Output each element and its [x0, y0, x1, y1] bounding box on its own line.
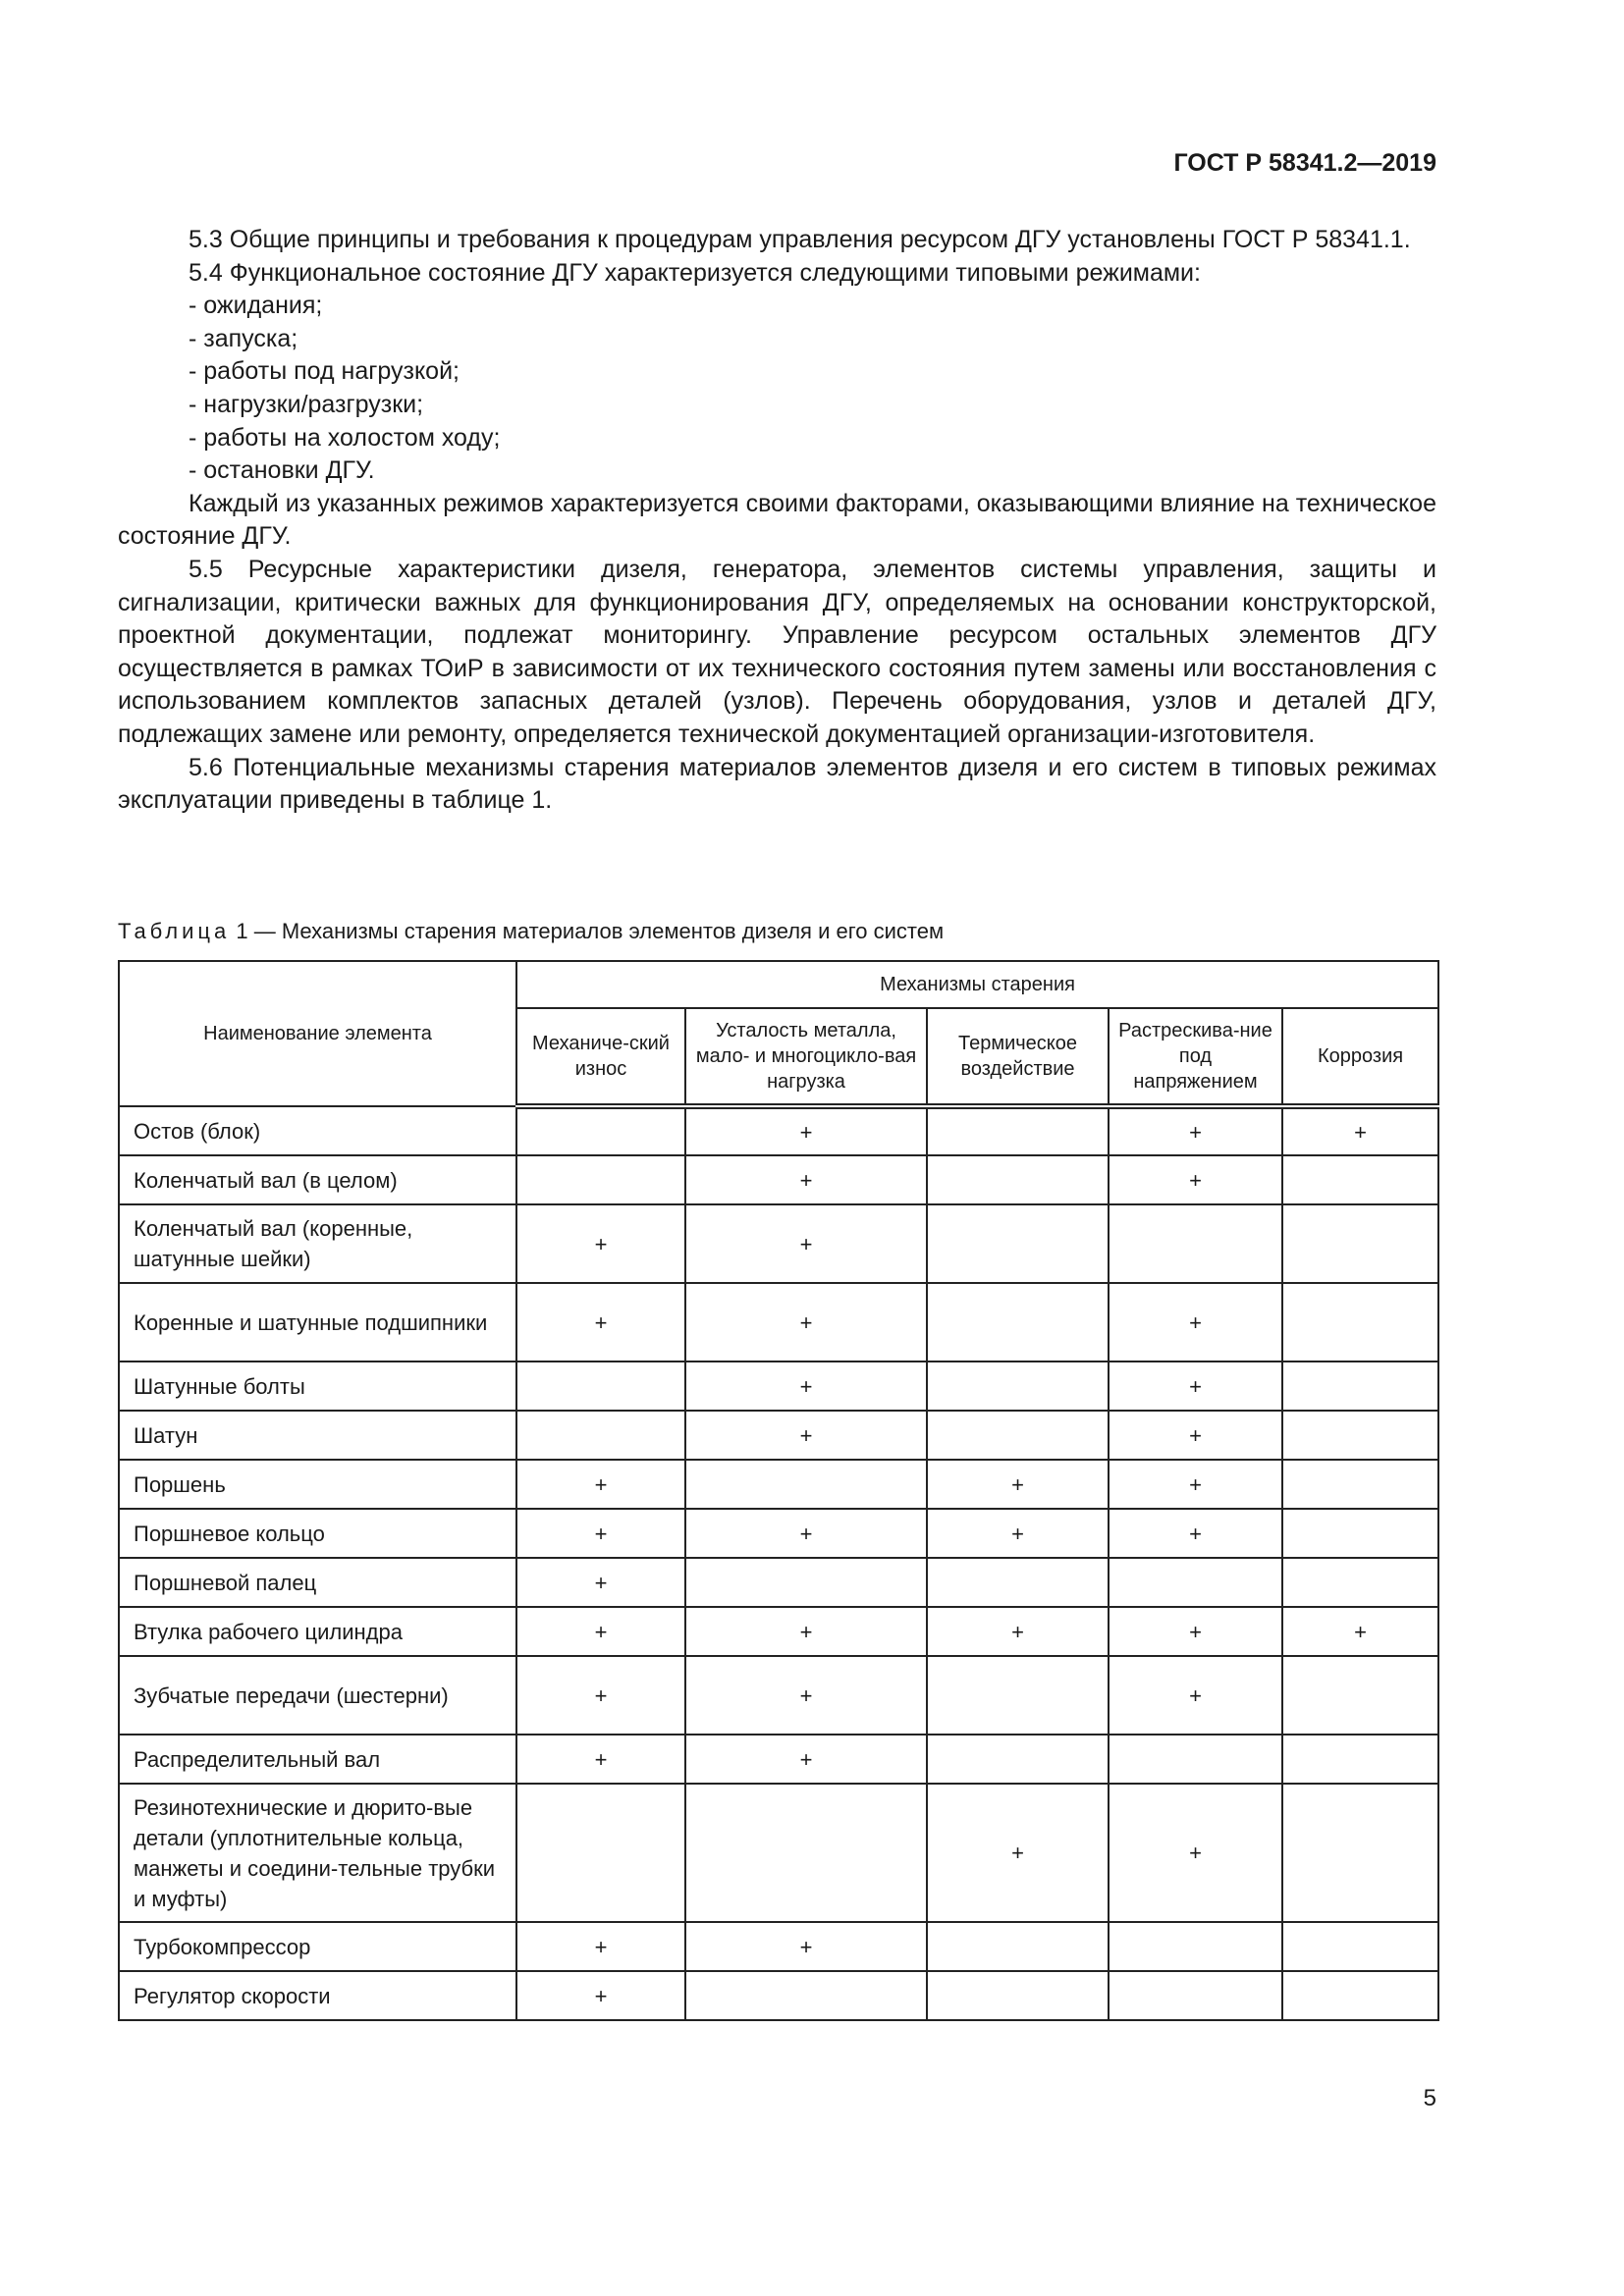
mark-cell: +	[685, 1509, 927, 1558]
caption-title: 1 — Механизмы старения материалов элементов дизеля и его систем	[230, 919, 945, 943]
mark-cell: +	[516, 1204, 685, 1283]
mark-cell: +	[685, 1106, 927, 1155]
element-name: Поршень	[119, 1460, 516, 1509]
paragraph: - остановки ДГУ.	[189, 456, 375, 485]
mark-cell	[1282, 1362, 1438, 1411]
column-header: Термическое воздействие	[927, 1008, 1109, 1106]
mark-cell: +	[927, 1607, 1109, 1656]
mark-cell	[927, 1922, 1109, 1971]
column-header: Механиче-ский износ	[516, 1008, 685, 1106]
mark-cell	[927, 1283, 1109, 1362]
mark-cell	[1109, 1971, 1282, 2020]
element-name: Коленчатый вал (в целом)	[119, 1155, 516, 1204]
element-name: Турбокомпрессор	[119, 1922, 516, 1971]
mark-cell	[927, 1735, 1109, 1784]
page-number: 5	[1423, 2085, 1436, 2111]
mark-cell	[1282, 1283, 1438, 1362]
column-header-element: Наименование элемента	[119, 961, 516, 1106]
mark-cell	[1282, 1971, 1438, 2020]
mark-cell	[516, 1784, 685, 1922]
paragraph: - работы на холостом ходу;	[189, 423, 501, 452]
document-header: ГОСТ Р 58341.2—2019	[1173, 149, 1436, 177]
mark-cell: +	[1282, 1607, 1438, 1656]
mark-cell: +	[1282, 1106, 1438, 1155]
mark-cell: +	[1109, 1106, 1282, 1155]
mark-cell	[927, 1971, 1109, 2020]
mark-cell: +	[685, 1411, 927, 1460]
mark-cell	[685, 1971, 927, 2020]
table-row	[119, 1460, 1438, 1509]
element-name: Регулятор скорости	[119, 1971, 516, 2020]
body-text	[118, 224, 1436, 818]
paragraph: - работы под нагрузкой;	[189, 357, 460, 386]
mark-cell	[516, 1362, 685, 1411]
mark-cell: +	[516, 1607, 685, 1656]
mark-cell	[1282, 1411, 1438, 1460]
mark-cell	[1109, 1204, 1282, 1283]
element-name: Втулка рабочего цилиндра	[119, 1607, 516, 1656]
mark-cell	[516, 1155, 685, 1204]
table-row	[119, 1971, 1438, 2020]
table-row	[119, 1362, 1438, 1411]
table-row	[119, 1784, 1438, 1922]
caption-label: Таблица	[118, 919, 231, 943]
mark-cell: +	[516, 1558, 685, 1607]
table-row	[119, 1656, 1438, 1735]
mark-cell: +	[516, 1735, 685, 1784]
mark-cell: +	[1109, 1656, 1282, 1735]
element-name: Поршневое кольцо	[119, 1509, 516, 1558]
mark-cell	[516, 1411, 685, 1460]
mark-cell	[927, 1204, 1109, 1283]
mark-cell: +	[516, 1656, 685, 1735]
mark-cell	[1282, 1155, 1438, 1204]
mark-cell	[927, 1411, 1109, 1460]
paragraph: - запуска;	[189, 324, 298, 352]
paragraph: Каждый из указанных режимов характеризуется своими факторами, оказывающими влияние на техническое состояние ДГУ.	[118, 489, 1436, 551]
mark-cell: +	[1109, 1411, 1282, 1460]
mark-cell: +	[516, 1509, 685, 1558]
mark-cell: +	[1109, 1362, 1282, 1411]
paragraph: 5.4 Функциональное состояние ДГУ характеризуется следующими типовыми режимами:	[189, 258, 1201, 287]
mark-cell	[1109, 1558, 1282, 1607]
table-row	[119, 1558, 1438, 1607]
table-row	[119, 1106, 1438, 1155]
mark-cell	[1282, 1509, 1438, 1558]
mark-cell	[927, 1656, 1109, 1735]
mark-cell: +	[685, 1155, 927, 1204]
mark-cell	[1282, 1558, 1438, 1607]
mark-cell	[927, 1362, 1109, 1411]
paragraph: - нагрузки/разгрузки;	[189, 390, 424, 418]
element-name: Резинотехнические и дюрито-вые детали (уплотнительные кольца, манжеты и соедини-тельные трубки и муфты)	[119, 1784, 516, 1922]
mark-cell	[1282, 1460, 1438, 1509]
mark-cell	[685, 1558, 927, 1607]
mark-cell	[927, 1106, 1109, 1155]
paragraph: - ожидания;	[189, 292, 323, 320]
mark-cell: +	[685, 1283, 927, 1362]
mark-cell	[1282, 1784, 1438, 1922]
aging-mechanisms-table	[118, 960, 1439, 2021]
mark-cell	[1109, 1922, 1282, 1971]
mark-cell	[1282, 1204, 1438, 1283]
mark-cell	[516, 1106, 685, 1155]
mark-cell: +	[685, 1204, 927, 1283]
mark-cell	[1282, 1735, 1438, 1784]
table-row	[119, 1283, 1438, 1362]
table-row	[119, 1204, 1438, 1283]
mark-cell: +	[927, 1509, 1109, 1558]
element-name: Коленчатый вал (коренные, шатунные шейки)	[119, 1204, 516, 1283]
paragraph: 5.6 Потенциальные механизмы старения материалов элементов дизеля и его систем в типовых режимах эксплуатации приведены в таблице 1.	[118, 753, 1436, 815]
mark-cell: +	[1109, 1460, 1282, 1509]
table-caption	[118, 919, 944, 944]
mark-cell	[685, 1460, 927, 1509]
mark-cell	[1282, 1922, 1438, 1971]
table-row	[119, 1509, 1438, 1558]
element-name: Поршневой палец	[119, 1558, 516, 1607]
table-row	[119, 1922, 1438, 1971]
mark-cell: +	[1109, 1509, 1282, 1558]
mark-cell: +	[685, 1362, 927, 1411]
paragraph: 5.3 Общие принципы и требования к процедурам управления ресурсом ДГУ установлены ГОСТ Р 58341.1.	[189, 226, 1411, 253]
mark-cell	[1109, 1735, 1282, 1784]
mark-cell: +	[516, 1460, 685, 1509]
mark-cell: +	[1109, 1784, 1282, 1922]
mark-cell: +	[685, 1607, 927, 1656]
mark-cell: +	[516, 1922, 685, 1971]
mark-cell	[1282, 1656, 1438, 1735]
mark-cell: +	[685, 1735, 927, 1784]
mark-cell: +	[927, 1460, 1109, 1509]
mark-cell: +	[1109, 1155, 1282, 1204]
mark-cell: +	[927, 1784, 1109, 1922]
paragraph: 5.5 Ресурсные характеристики дизеля, генератора, элементов системы управления, защиты и сигнализации, критически важных для функционирования ДГУ, определяемых на основании конструкторской, проектной документации, подлежат мониторингу. Управление ресурсом остальных элементов ДГУ осуществляется в рамках ТОиР в зависимости от их технического состояния путем замены или восстановления с использованием комплектов запасных деталей (узлов). Перечень оборудования, узлов и деталей ДГУ, подлежащих замене или ремонту, определяется технической документацией организации-изготовителя.	[118, 555, 1436, 748]
mark-cell: +	[685, 1922, 927, 1971]
mark-cell: +	[685, 1656, 927, 1735]
mark-cell: +	[516, 1283, 685, 1362]
element-name: Шатун	[119, 1411, 516, 1460]
mark-cell: +	[1109, 1607, 1282, 1656]
element-name: Остов (блок)	[119, 1106, 516, 1155]
mark-cell	[685, 1784, 927, 1922]
mark-cell	[927, 1558, 1109, 1607]
column-header: Коррозия	[1282, 1008, 1438, 1106]
mark-cell: +	[1109, 1283, 1282, 1362]
mark-cell: +	[516, 1971, 685, 2020]
element-name: Шатунные болты	[119, 1362, 516, 1411]
mark-cell	[927, 1155, 1109, 1204]
table-row	[119, 1735, 1438, 1784]
element-name: Коренные и шатунные подшипники	[119, 1283, 516, 1362]
element-name: Распределительный вал	[119, 1735, 516, 1784]
column-header: Усталость металла, мало- и многоцикло-вая нагрузка	[685, 1008, 927, 1106]
column-header: Растрескива-ние под напряжением	[1109, 1008, 1282, 1106]
group-header: Механизмы старения	[516, 961, 1438, 1008]
element-name: Зубчатые передачи (шестерни)	[119, 1656, 516, 1735]
table-row	[119, 1411, 1438, 1460]
table-row	[119, 1607, 1438, 1656]
table-row	[119, 1155, 1438, 1204]
